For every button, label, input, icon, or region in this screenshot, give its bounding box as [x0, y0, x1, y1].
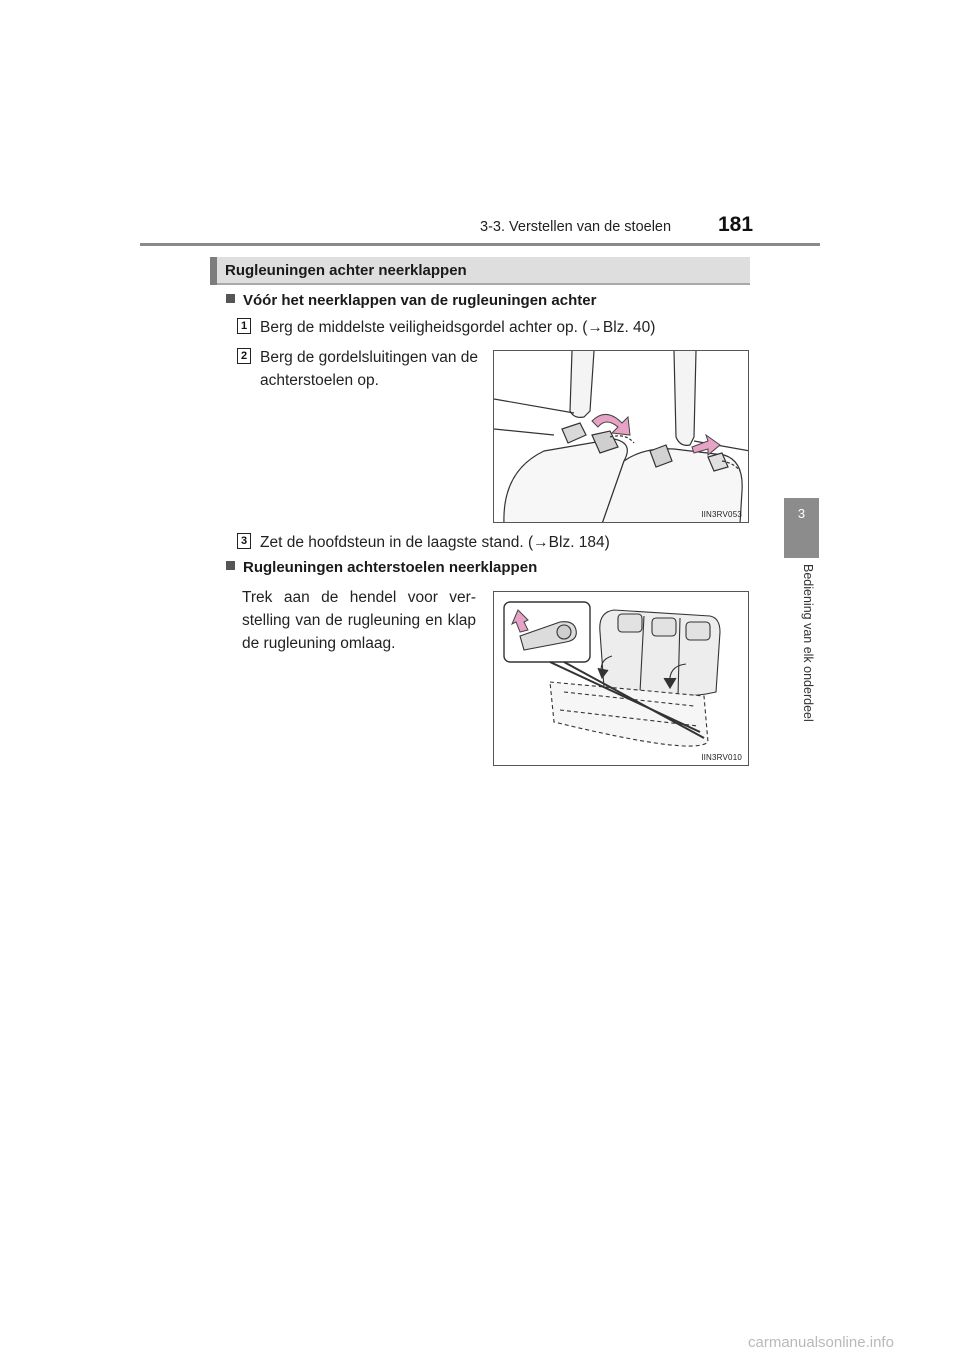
figure-seatbelt-buckles — [493, 350, 749, 523]
step-number-3: 3 — [237, 533, 251, 549]
section-heading-accent — [210, 257, 217, 285]
section-heading: Rugleuningen achter neerklappen — [225, 262, 467, 279]
subsection-title: Rugleuningen achterstoelen neerklappen — [243, 559, 538, 576]
subsection-heading-folding — [226, 559, 537, 576]
subsection-title: Vóór het neerklappen van de rugleuningen achter — [243, 292, 597, 309]
chapter-tab — [784, 498, 819, 558]
step-text-2: Berg de gordelsluitingen van de achterstoelen op. — [260, 349, 479, 389]
watermark: carmanualsonline.info — [748, 1334, 894, 1351]
bullet-square-icon — [226, 294, 235, 303]
seatbelt-buckles-illustration — [494, 351, 749, 523]
section-heading-bar — [210, 257, 750, 285]
chapter-number: 3 — [797, 506, 806, 521]
bullet-square-icon — [226, 561, 235, 570]
folding-instruction-text: Trek aan de hendel voor ver-stelling van de rugleuning en klap de rugleuning omlaag. — [242, 589, 476, 652]
header-divider — [140, 243, 820, 246]
figure-id: IIN3RV010 — [701, 753, 742, 762]
subsection-heading-before-folding — [226, 292, 596, 309]
figure-fold-rear-seatback — [493, 591, 749, 766]
step-text-3: Zet de hoofdsteun in de laagste stand. (→Blz. 184) — [260, 534, 610, 551]
fold-seatback-illustration — [494, 592, 749, 766]
step-text-1: Berg de middelste veiligheidsgordel achter op. (→Blz. 40) — [260, 319, 656, 336]
figure-id: IIN3RV053 — [701, 510, 742, 519]
step-number-1: 1 — [237, 318, 251, 334]
running-header: 3-3. Verstellen van de stoelen — [480, 219, 672, 235]
step-number-2: 2 — [237, 348, 251, 364]
page-number: 181 — [718, 213, 754, 236]
chapter-label: Bediening van elk onderdeel — [801, 564, 815, 722]
